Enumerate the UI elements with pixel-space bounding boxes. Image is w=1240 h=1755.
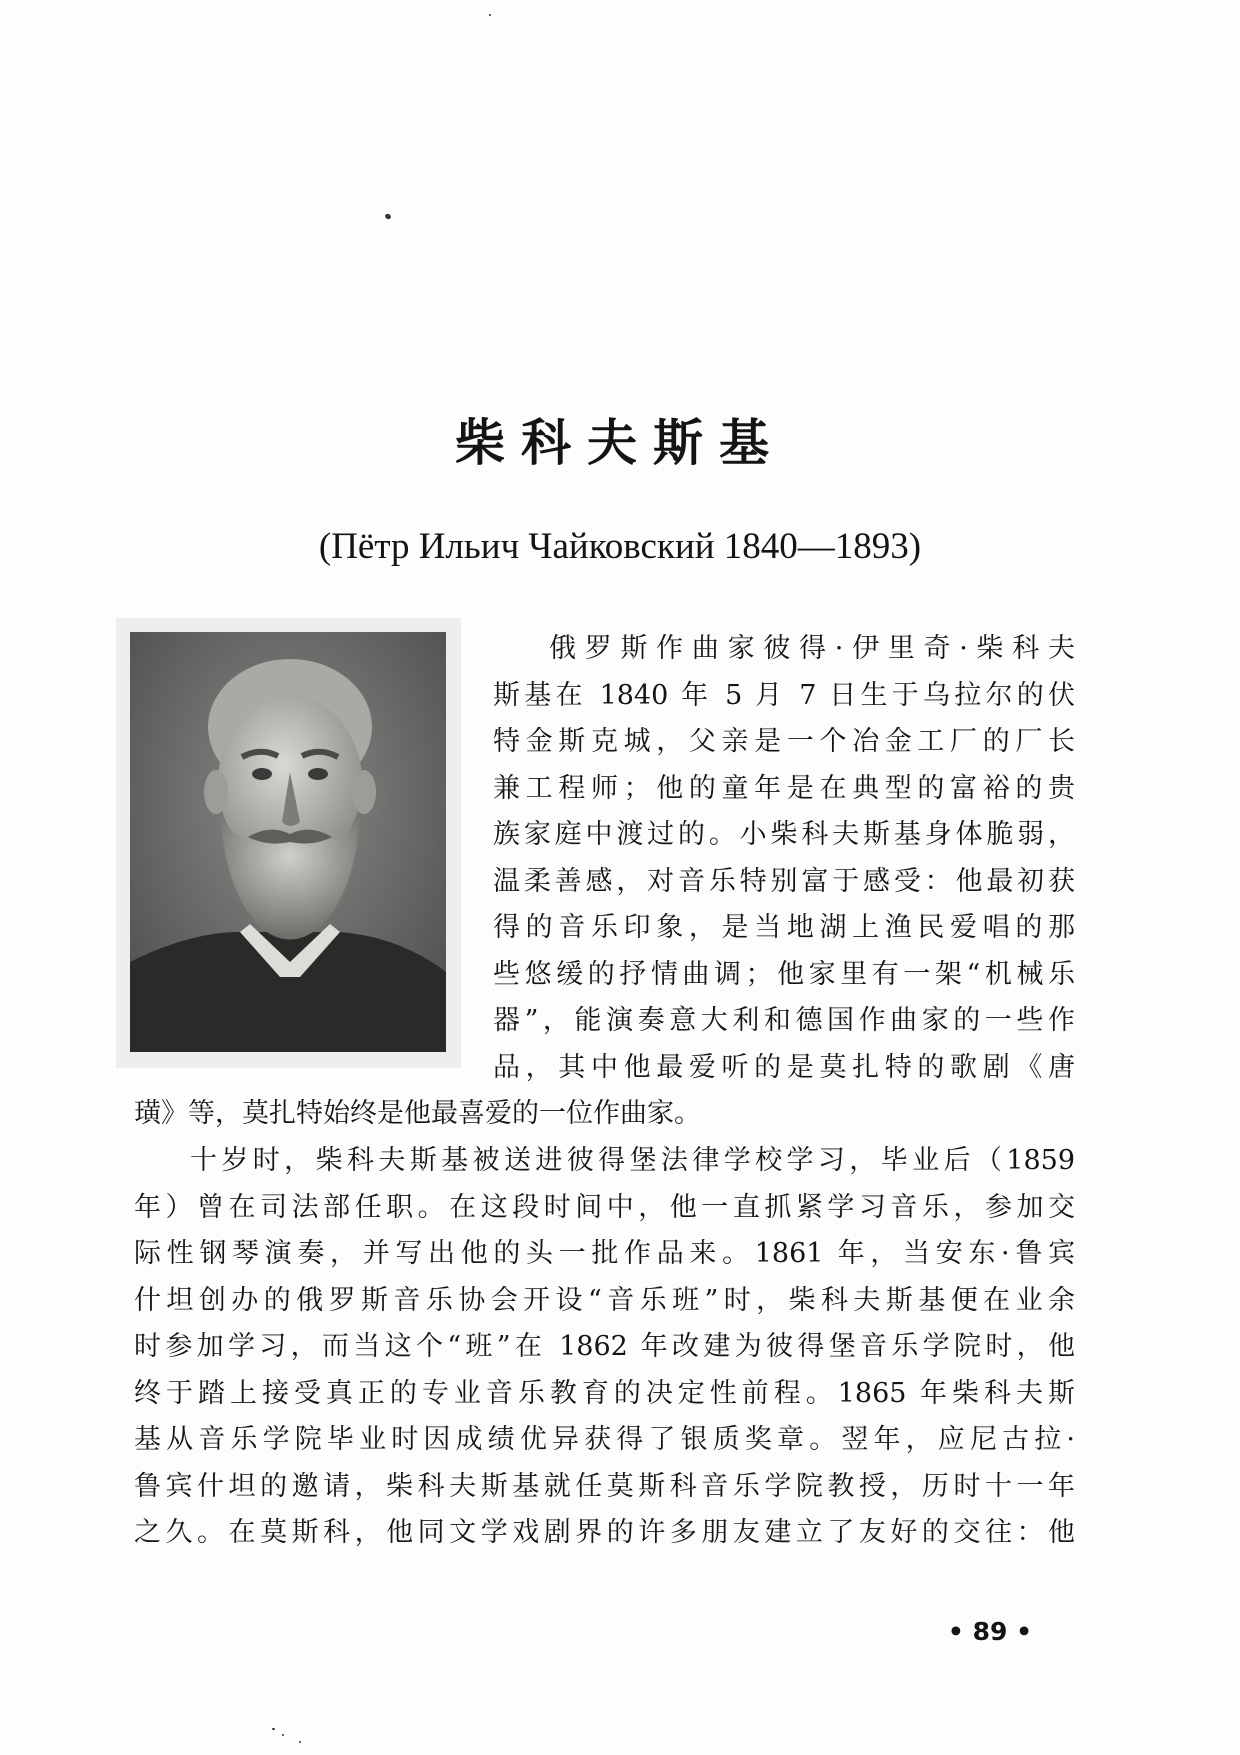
portrait-photo	[116, 618, 461, 1068]
page-title: 柴科夫斯基	[455, 414, 785, 472]
text-line: 际性钢琴演奏，并写出他的头一批作品来。1861 年，当安东·鲁宾	[134, 1238, 1075, 1269]
text-line: 之久。在莫斯科，他同文学戏剧界的许多朋友建立了友好的交往：他	[134, 1517, 1075, 1548]
text-line: 俄罗斯作曲家彼得·伊里奇·柴科夫	[549, 633, 1075, 664]
text-line: 品，其中他最爱听的是莫扎特的歌剧《唐	[493, 1051, 1075, 1083]
text-line: 族家庭中渡过的。小柴科夫斯基身体脆弱，	[493, 819, 1075, 850]
text-line: 器”，能演奏意大利和德国作曲家的一些作	[493, 1005, 1075, 1036]
text-line: 得的音乐印象，是当地湖上渔民爱唱的那	[493, 912, 1075, 943]
page-subtitle: (Пётр Ильич Чайковский 1840—1893)	[318, 526, 922, 567]
page-number: • 89 •	[947, 1617, 1033, 1646]
text-line: 璜》等，莫扎特始终是他最喜爱的一位作曲家。	[134, 1098, 701, 1129]
scan-speck	[299, 1741, 301, 1743]
intro-paragraph-continuation	[134, 1091, 1075, 1138]
text-line: 基从音乐学院毕业时因成绩优异获得了银质奖章。翌年，应尼古拉·	[134, 1424, 1075, 1455]
text-line: 十岁时，柴科夫斯基被送进彼得堡法律学校学习，毕业后（1859	[190, 1145, 1075, 1176]
scan-speck	[272, 1728, 275, 1730]
text-line: 特金斯克城，父亲是一个冶金工厂的厂长	[493, 726, 1075, 757]
text-line: 些悠缓的抒情曲调；他家里有一架“机械乐	[493, 958, 1075, 990]
text-line: 什坦创办的俄罗斯音乐协会开设“音乐班”时，柴科夫斯基便在业余	[134, 1284, 1075, 1316]
portrait-illustration	[130, 632, 446, 1052]
scan-speck	[282, 1734, 284, 1736]
text-line: 终于踏上接受真正的专业音乐教育的决定性前程。1865 年柴科夫斯	[134, 1377, 1075, 1409]
intro-paragraph	[493, 626, 1075, 1091]
text-line: 时参加学习，而当这个“班”在 1862 年改建为彼得堡音乐学院时，他	[134, 1331, 1075, 1362]
text-line: 斯基在 1840 年 5 月 7 日生于乌拉尔的伏	[493, 679, 1075, 711]
scan-speck	[384, 213, 392, 221]
text-line: 鲁宾什坦的邀请，柴科夫斯基就任莫斯科音乐学院教授，历时十一年	[134, 1470, 1075, 1502]
text-line: 温柔善感，对音乐特别富于感受：他最初获	[493, 865, 1075, 897]
text-line: 兼工程师；他的童年是在典型的富裕的贵	[493, 772, 1075, 804]
scan-speck	[489, 14, 491, 16]
text-line: 年）曾在司法部任职。在这段时间中，他一直抓紧学习音乐，参加交	[134, 1191, 1075, 1223]
body-paragraph	[134, 1138, 1075, 1557]
